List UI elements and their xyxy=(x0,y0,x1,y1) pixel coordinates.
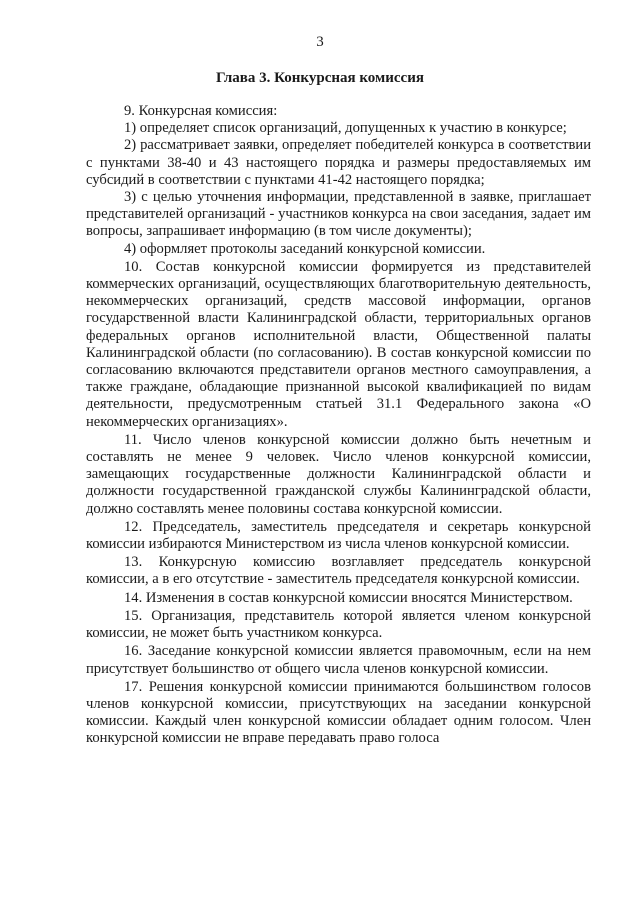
paragraph-9: 9. Конкурсная комиссия: xyxy=(124,103,278,119)
paragraph-16: 16. Заседание конкурсной комиссии является правомочным, если на нем присутствует большинство от общего числа членов конкурсной комиссии. xyxy=(86,643,591,677)
paragraph-15: 15. Организация, представитель которой является членом конкурсной комиссии, не может быть участником конкурса. xyxy=(86,607,591,642)
document-body xyxy=(86,103,591,748)
chapter-title: Глава 3. Конкурсная комиссия xyxy=(216,70,424,86)
paragraph-14: 14. Изменения в состав конкурсной комиссии вносятся Министерством. xyxy=(124,589,573,606)
paragraph-11: 11. Число членов конкурсной комиссии должно быть нечетным и составлять не менее 9 человек. Число членов конкурсной комиссии, замещающих государственные должности Калининградской области и должности государственной гражданской службы Калининградской области, должно составлять менее половины состава конкурсной комиссии. xyxy=(86,431,591,517)
paragraph-13: 13. Конкурсную комиссию возглавляет председатель конкурсной комиссии, а в его отсутствие - заместитель председателя конкурсной комиссии. xyxy=(86,554,591,588)
paragraph-12: 12. Председатель, заместитель председателя и секретарь конкурсной комиссии избираются Министерством из числа членов конкурсной комиссии. xyxy=(86,518,591,553)
paragraph-17: 17. Решения конкурсной комиссии принимаются большинством голосов членов конкурсной комиссии, присутствующих на заседании конкурсной комиссии. Каждый член конкурсной комиссии обладает одним голосом. Член конкурсной комиссии не вправе передавать право голоса xyxy=(86,678,591,747)
paragraph-9-4: 4) оформляет протоколы заседаний конкурсной комиссии. xyxy=(124,240,486,257)
paragraph-9-2: 2) рассматривает заявки, определяет победителей конкурса в соответствии с пунктами 38-40 и 43 настоящего порядка и размеры предоставляемых им субсидий в соответствии с пунктами 41-42 настоящего порядка; xyxy=(86,137,591,188)
paragraph-9-1: 1) определяет список организаций, допущенных к участию в конкурсе; xyxy=(124,120,567,137)
page-number: 3 xyxy=(316,34,324,50)
paragraph-9-3: 3) с целью уточнения информации, представленной в заявке, приглашает представителей организаций - участников конкурса на свои заседания, задает им вопросы, запрашивает информацию (в том числе документы); xyxy=(86,189,591,240)
paragraph-10: 10. Состав конкурсной комиссии формируется из представителей коммерческих организаций, осуществляющих благотворительную деятельность, некоммерческих организаций, средств массовой информации, органов государственной власти Калининградской области, территориальных органов федеральных органов исполнительной власти, Общественной палаты Калининградской области (по согласованию). В состав конкурсной комиссии по согласованию включаются представители органов местного самоуправления, а также граждане, обладающие признанной высокой квалификацией по видам деятельности, предусмотренным статьей 31.1 Федерального закона «О некоммерческих организациях». xyxy=(86,258,591,430)
